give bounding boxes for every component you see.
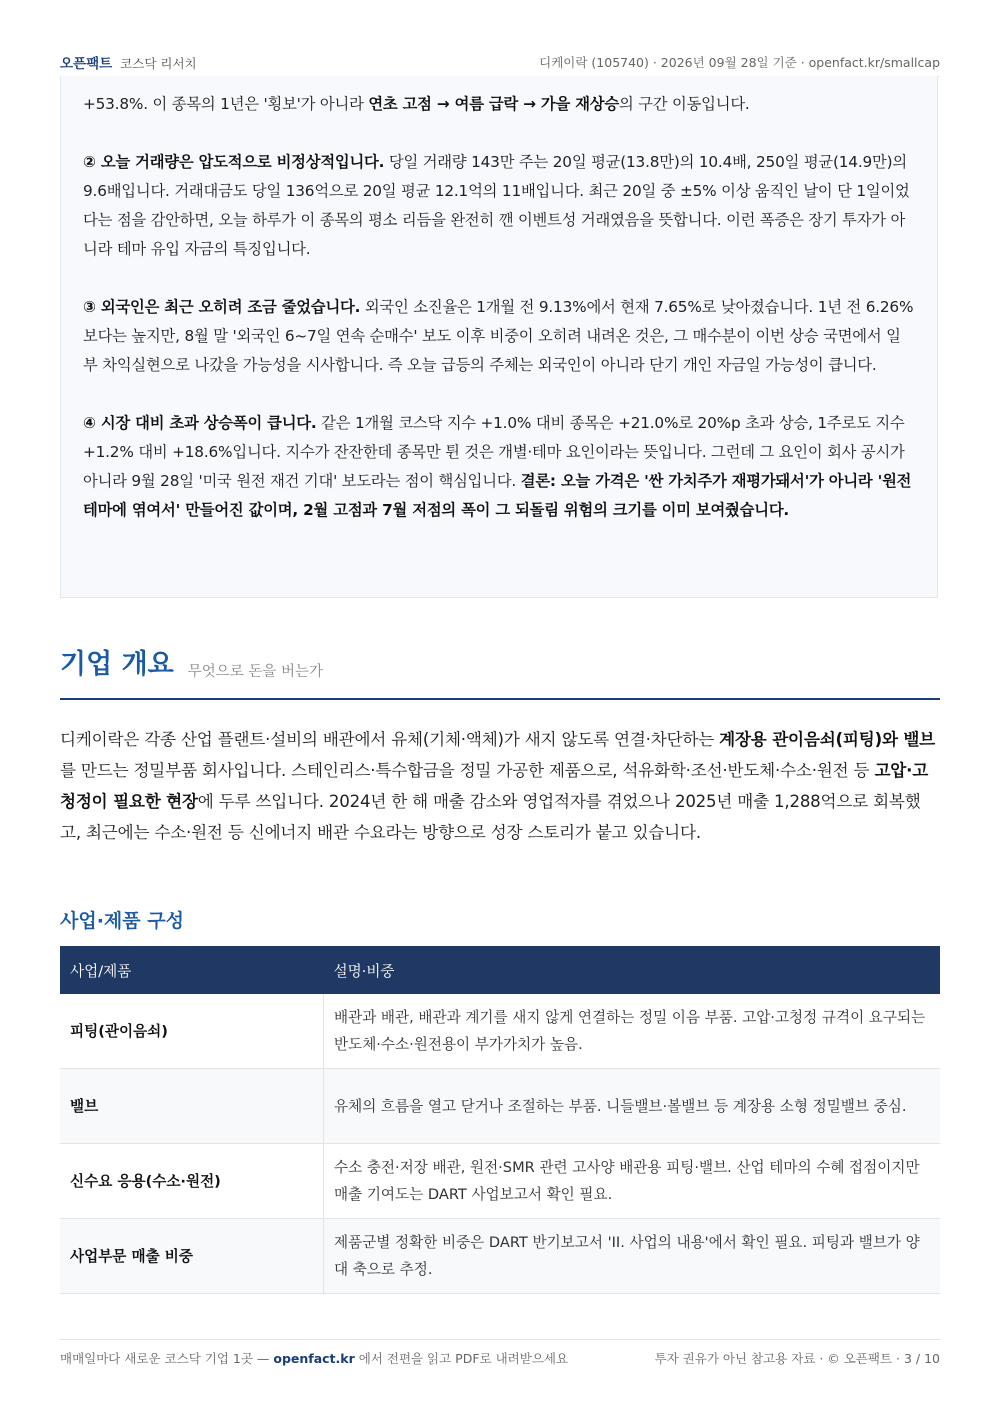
table-row: [60, 1069, 940, 1144]
table-header-row: [60, 946, 940, 994]
note-p3-bold: ③ 외국인은 최근 오히려 조금 줄었습니다.: [83, 298, 361, 316]
product-name-cell: 밸브: [60, 1069, 324, 1144]
intro-bold-1: 계장용 관이음쇠(피팅)와 밸브: [719, 730, 936, 749]
note-p2-bold: ② 오늘 거래량은 압도적으로 비정상적입니다.: [83, 153, 385, 171]
note-paragraph-4: [83, 409, 915, 525]
product-desc-cell: 유체의 흐름을 열고 닫거나 조절하는 부품. 니들밸브·볼밸브 등 계장용 소형 정밀밸브 중심.: [324, 1069, 941, 1144]
brand-subtitle: 코스닥 리서치: [120, 56, 197, 71]
table-row: [60, 994, 940, 1069]
note-p3-text: 외국인 소진율은 1개월 전 9.13%에서 현재 7.65%로 낮아졌습니다. 1년 전 6.26%보다는 높지만, 8월 말 '외국인 6~7일 연속 순매수' 보도 이후 비중이 오히려 내려온 것은, 그 매수분이 이번 상승 국면에서 일부 차익실현으로 나갔을 가능성을 시사합니다. 즉 오늘 급등의 주체는 외국인이 아니라 단기 개인 자금일 가능성이 큽니다.: [83, 298, 914, 374]
section-header: [60, 646, 940, 700]
page-footer: [60, 1339, 940, 1376]
section-title: 기업 개요: [60, 649, 174, 680]
intro-text-3: 에 두루 쓰입니다. 2024년 한 해 매출 감소와 영업적자를 겪었으나 2025년 매출 1,288억으로 회복했고, 최근에는 수소·원전 등 신에너지 배관 수요라는 방향으로 성장 스토리가 붙고 있습니다.: [60, 792, 921, 842]
intro-bold-2: 고압·고청정이 필요한 현장: [60, 761, 929, 811]
product-name-cell: 사업부문 매출 비중: [60, 1219, 324, 1294]
note-paragraph-3: [83, 293, 915, 380]
products-table: [60, 946, 940, 1294]
table-row: [60, 1219, 940, 1294]
footer-site-link[interactable]: openfact.kr: [273, 1351, 355, 1366]
section-subtitle: 무엇으로 돈을 버는가: [187, 664, 324, 680]
footer-text-pre: 매매일마다 새로운 코스닥 기업 1곳 —: [60, 1351, 274, 1366]
product-name-cell: 피팅(관이음쇠): [60, 994, 324, 1069]
products-heading: 사업·제품 구성: [60, 910, 184, 932]
column-header-product: 사업/제품: [60, 946, 324, 994]
note-paragraph-1: [83, 90, 915, 119]
product-name-cell: 신수요 응용(수소·원전): [60, 1144, 324, 1219]
product-desc-cell: 배관과 배관, 배관과 계기를 새지 않게 연결하는 정밀 이음 부품. 고압·고청정 규격이 요구되는 반도체·수소·원전용이 부가가치가 높음.: [324, 994, 941, 1069]
note-paragraph-2: [83, 148, 915, 264]
page-header: [60, 48, 940, 77]
note-p2-text: 당일 거래량 143만 주는 20일 평균(13.8만)의 10.4배, 250일 평균(14.9만)의 9.6배입니다. 거래대금도 당일 136억으로 20일 평균 12.1억의 11배입니다. 최근 20일 중 ±5% 이상 움직인 날이 단 1일이었다는 점을 감안하면, 오늘 하루가 이 종목의 평소 리듬을 완전히 깬 이벤트성 거래였음을 뜻합니다. 이런 폭증은 장기 투자가 아니라 테마 유입 자금의 특징입니다.: [83, 153, 910, 258]
note-p4-bold: ④ 시장 대비 초과 상승폭이 큽니다.: [83, 414, 317, 432]
note-p4-text: 같은 1개월 코스닥 지수 +1.0% 대비 종목은 +21.0%로 20%p 초과 상승, 1주로도 지수 +1.2% 대비 +18.6%입니다. 지수가 잔잔한데 종목만 튄 것은 개별·테마 요인이라는 뜻입니다. 그런데 그 요인이 회사 공시가 아니라 9월 28일 '미국 원전 재건 기대' 보도라는 점이 핵심입니다.: [83, 414, 905, 490]
product-desc-cell: 제품군별 정확한 비중은 DART 반기보고서 'II. 사업의 내용'에서 확인 필요. 피팅과 밸브가 양대 축으로 추정.: [324, 1219, 941, 1294]
note-p1-bold: 연초 고점 → 여름 급락 → 가을 재상승: [368, 95, 619, 113]
product-desc-cell: 수소 충전·저장 배관, 원전·SMR 관련 고사양 배관용 피팅·밸브. 산업 테마의 수혜 접점이지만 매출 기여도는 DART 사업보고서 확인 필요.: [324, 1144, 941, 1219]
table-row: [60, 1144, 940, 1219]
footer-right: 투자 권유가 아닌 참고용 자료 · © 오픈팩트 · 3 / 10: [654, 1351, 940, 1366]
analysis-note-box: [60, 76, 938, 598]
column-header-description: 설명·비중: [324, 946, 941, 994]
header-meta: 디케이락 (105740) · 2026년 09월 28일 기준 · openfact.kr/smallcap: [539, 55, 940, 70]
intro-text-1: 디케이락은 각종 산업 플랜트·설비의 배관에서 유체(기체·액체)가 새지 않도록 연결·차단하는: [60, 730, 720, 749]
note-p1-text-2: 의 구간 이동입니다.: [618, 95, 750, 113]
company-intro: [60, 724, 940, 848]
footer-left: [60, 1349, 568, 1367]
note-p1-text-1: +53.8%. 이 종목의 1년은 '횡보'가 아니라: [83, 95, 369, 113]
footer-text-post: 에서 전편을 읽고 PDF로 내려받으세요: [354, 1351, 569, 1366]
header-brand-group: [60, 52, 197, 72]
intro-text-2: 를 만드는 정밀부품 회사입니다. 스테인리스·특수합금을 정밀 가공한 제품으로, 석유화학·조선·반도체·수소·원전 등: [60, 761, 875, 780]
note-p4-conclusion: 결론: 오늘 가격은 '싼 가치주가 재평가돼서'가 아니라 '원전 테마에 엮여서' 만들어진 값이며, 2월 고점과 7월 저점의 폭이 그 되돌림 위험의 크기를 이미 보여줬습니다.: [83, 472, 912, 519]
brand-name: 오픈팩트: [60, 56, 113, 72]
